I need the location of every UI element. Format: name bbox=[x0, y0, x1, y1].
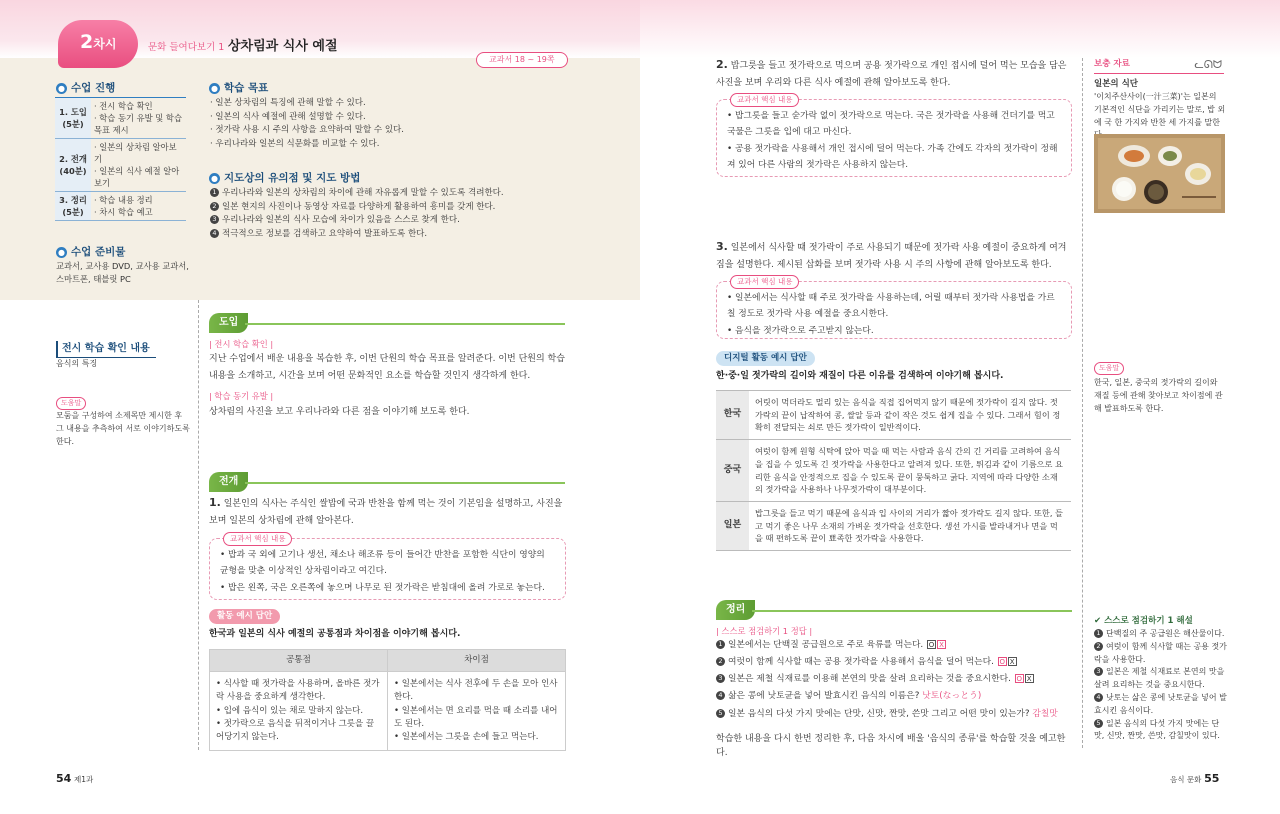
check-heading: ✔ 스스로 점검하기 1 해설 bbox=[1094, 616, 1193, 626]
intro-text-2: 상차림의 사진을 보고 우리나라와 다른 점을 이야기해 보도록 한다. bbox=[209, 407, 470, 417]
materials-text: 교과서, 교사용 DVD, 교사용 교과서, 스마트폰, 태블릿 PC bbox=[56, 261, 189, 285]
circle-icon: ● bbox=[56, 83, 67, 94]
table-row bbox=[210, 672, 566, 751]
divider bbox=[752, 610, 1072, 612]
list-item: • 밥그릇을 들고 숟가락 없이 젓가락으로 먹는다. 국은 젓가락을 사용해 건더기를 먹고 국물은 그릇을 입에 대고 마신다. bbox=[727, 108, 1061, 141]
progress-table bbox=[55, 97, 186, 221]
list-item: 2 여럿이 함께 식사할 때는 공용 젓가락을 사용해서 음식을 덜어 먹는다. O X bbox=[716, 654, 1072, 671]
stage-cell: 2. 전개 (40분) bbox=[55, 139, 91, 192]
list-item: 4 삶은 콩에 낫토균을 넣어 발효시킨 음식의 이름은? 낫토(なっとう) bbox=[716, 688, 1072, 705]
digital-title: 한·중·일 젓가락의 길이와 재질이 다른 이유를 검색하여 이야기해 봅시다. bbox=[716, 371, 1004, 381]
circle-icon: ● bbox=[56, 247, 67, 258]
country-name: 한국 bbox=[716, 391, 749, 440]
goals-list bbox=[210, 97, 404, 151]
stage-cell: 3. 정리 (5분) bbox=[55, 192, 91, 221]
list-item: • 밥은 왼쪽, 국은 오른쪽에 놓으며 나무로 된 젓가락은 받침대에 올려 가로로 놓는다. bbox=[220, 580, 555, 596]
column-header: 차이점 bbox=[388, 650, 566, 672]
core-tag: 교과서 핵심 내용 bbox=[730, 275, 799, 289]
prev-heading: 전시 학습 확인 내용 bbox=[56, 341, 156, 358]
table-row bbox=[55, 139, 186, 192]
tip-badge: 도움말 bbox=[56, 397, 86, 410]
cat-icon: ᓚᘏᗢ bbox=[1194, 58, 1222, 71]
list-item: · 일본의 식사 예절에 관해 설명할 수 있다. bbox=[210, 111, 404, 125]
list-item: 1 단백질의 주 공급원은 해산물이다. bbox=[1094, 628, 1228, 641]
activity-title: 한국과 일본의 식사 예절의 공통점과 차이점을 이야기해 봅시다. bbox=[209, 629, 461, 639]
list-item: 3 일본은 제철 식재료로 본연의 맛을 살려 요리하는 것을 중요시한다. bbox=[1094, 667, 1225, 690]
list-item: 2 일본 현지의 사진이나 동영상 자료를 다양하게 활용하여 흥미를 갖게 한다. bbox=[210, 201, 504, 215]
country-text: 여럿이 함께 원형 식탁에 앉아 먹을 때 먹는 사람과 음식 간의 긴 거리를 고려하여 음식을 집을 수 있도록 긴 젓가락을 사용한다고 알려져 있다. 또한, 튀김과 같이 기름으로 요리한 음식을 안정적으로 집을 수 있도록 끝이 뭉툭하고 굵다. 지역에 따라 다양한 소재의 젓가락을 사용하나 나무젓가락이 대부분이다. bbox=[749, 440, 1071, 502]
lesson-badge: 2차시 bbox=[58, 20, 138, 68]
common-cell: • 식사할 때 젓가락을 사용하며, 올바른 젓가락 사용을 중요하게 생각한다. • 입에 음식이 있는 채로 말하지 않는다. • 젓가락으로 음식을 뒤적이거나 그릇을 끌어당기지 않는다. bbox=[210, 672, 388, 751]
page-number: 55 bbox=[1204, 772, 1220, 785]
progress-heading: ● 수업 진행 bbox=[58, 82, 116, 94]
table-row bbox=[716, 440, 1071, 502]
divider bbox=[1082, 58, 1083, 748]
country-table bbox=[716, 390, 1071, 551]
table-row bbox=[55, 192, 186, 221]
list-item: 5 일본 음식의 다섯 가지 맛에는 단맛, 신맛, 짠맛, 쓴맛, 감칠맛이 있다. bbox=[1094, 718, 1220, 741]
check-list bbox=[1094, 628, 1228, 743]
summary-tag: 정리 bbox=[716, 600, 755, 620]
tip-text: 모둠을 구성하여 소제목만 제시한 후 그 내용을 추측하여 서로 이야기하도록 한다. bbox=[56, 411, 190, 446]
question-1: 1. 일본인의 식사는 주식인 쌀밥에 국과 반찬을 함께 먹는 것이 기본임을 설명하고, 사진을 보며 일본의 상차림에 관해 알아본다. bbox=[209, 496, 563, 527]
column-header: 공통점 bbox=[210, 650, 388, 672]
stage-items: · 전시 학습 확인 · 학습 동기 유발 및 학습 목표 제시 bbox=[91, 98, 186, 139]
table-row bbox=[55, 98, 186, 139]
digital-tag: 디지털 활동 예시 답안 bbox=[716, 351, 815, 366]
check-circle-icon: ✔ bbox=[1094, 616, 1102, 626]
chapter-label: 제1과 bbox=[74, 775, 94, 784]
list-item: • 음식을 젓가락으로 주고받지 않는다. bbox=[727, 323, 1061, 339]
diff-cell: • 일본에서는 식사 전후에 두 손을 모아 인사한다. • 일본에서는 면 요리를 먹을 때 소리를 내어도 된다. • 일본에서는 그릇을 손에 들고 먹는다. bbox=[388, 672, 566, 751]
activity-tag: 활동 예시 답안 bbox=[209, 609, 280, 624]
supp-text: '이치주산사이(一汁三菜)'는 일본의 기본적인 식단을 가리키는 말로, 밥 외에 국 한 가지와 반찬 세 가지를 말한 bbox=[1094, 92, 1226, 127]
core-box-2 bbox=[716, 99, 1072, 177]
summary-list bbox=[716, 637, 1072, 723]
guidance-list bbox=[210, 187, 504, 241]
list-item: 3 일본은 제철 식재료를 이용해 본연의 맛을 살려 요리하는 것을 중요시한다. O X bbox=[716, 671, 1072, 688]
closing-text: 학습한 내용을 다시 한번 정리한 후, 다음 차시에 배울 '음식의 종류'를 학습할 것을 예고한다. bbox=[716, 734, 1066, 758]
table-row bbox=[210, 650, 566, 672]
list-item: 1 우리나라와 일본의 상차림의 차이에 관해 자유롭게 말할 수 있도록 격려한다. bbox=[210, 187, 504, 201]
list-item: · 젓가락 사용 시 주의 사항을 요약하여 말할 수 있다. bbox=[210, 124, 404, 138]
summary-label: | 스스로 점검하기 1 정답 | bbox=[716, 626, 813, 636]
core-box-1 bbox=[209, 538, 566, 600]
footer-right bbox=[1170, 770, 1219, 787]
list-item: • 일본에서는 식사할 때 주로 젓가락을 사용하는데, 어릴 때부터 젓가락 사용법을 가르칠 정도로 젓가락 사용 예절을 중요시한다. bbox=[727, 290, 1061, 323]
tip-badge-right: 도움말 bbox=[1094, 362, 1124, 375]
section-label: 음식 문화 bbox=[1170, 775, 1202, 784]
list-item: 1 일본에서는 단백질 공급원으로 주로 육류를 먹는다. O X bbox=[716, 637, 1072, 654]
supp-header bbox=[1094, 58, 1224, 74]
table-row bbox=[716, 391, 1071, 440]
list-item: · 일본 상차림의 특징에 관해 말할 수 있다. bbox=[210, 97, 404, 111]
country-text: 밥그릇을 들고 먹기 때문에 음식과 입 사이의 거리가 짧아 젓가락도 길지 않다. 또한, 들고 먹기 좋은 나무 소재의 가벼운 젓가락을 선호한다. 생선 가시를 발라내거나 면을 먹을 때 편하도록 끝이 뾰족한 젓가락을 사용한다. bbox=[749, 501, 1071, 550]
header-band-right bbox=[640, 0, 1280, 58]
page-title: 상차림과 식사 예절 bbox=[228, 39, 338, 54]
intro-text-1: 지난 수업에서 배운 내용을 복습한 후, 이번 단원의 학습 목표를 알려준다. 이번 단원의 학습 내용을 소개하고, 시간을 보며 어떤 문화적인 요소를 학습할 것인지 생각하게 한다. bbox=[209, 354, 565, 381]
core-tag: 교과서 핵심 내용 bbox=[730, 93, 799, 107]
country-name: 일본 bbox=[716, 501, 749, 550]
stage-cell: 1. 도입 (5분) bbox=[55, 98, 91, 139]
table-row bbox=[716, 501, 1071, 550]
list-item: 2 여럿이 함께 식사할 때는 공용 젓가락을 사용한다. bbox=[1094, 641, 1227, 664]
breadcrumb: 문화 들여다보기 1 bbox=[148, 42, 225, 53]
tip-text-right: 한국, 일본, 중국의 젓가락의 길이와 재질 등에 관해 찾아보고 차이점에 관해 발표하도록 한다. bbox=[1094, 378, 1223, 413]
stage-items: · 학습 내용 정리 · 차시 학습 예고 bbox=[91, 192, 186, 221]
divider bbox=[198, 300, 199, 750]
list-item: 5 일본 음식의 다섯 가지 맛에는 단맛, 신맛, 짠맛, 쓴맛 그리고 어떤 맛이 있는가? 감칠맛 bbox=[716, 706, 1072, 723]
list-item: • 공용 젓가락을 사용해서 개인 접시에 덜어 먹는다. 가족 간에도 각자의 젓가락이 정해져 있어 다른 사람의 젓가락은 사용하지 않는다. bbox=[727, 141, 1061, 174]
list-item: 4 낫토는 삶은 콩에 낫토균을 넣어 발효시킨 음식이다. bbox=[1094, 692, 1227, 715]
question-3: 3. 일본에서 식사할 때 젓가락이 주로 사용되기 때문에 젓가락 사용 예절이 중요하게 여겨짐을 설명한다. 제시된 삽화를 보며 젓가락 사용 시 주의 사항에 관해 알아보도록 한다. bbox=[716, 240, 1067, 271]
question-2: 2. 밥그릇을 들고 젓가락으로 먹으며 공용 젓가락으로 개인 접시에 덜어 먹는 모습을 담은 사진을 보며 우리와 다른 식사 예절에 관해 알아보도록 한다. bbox=[716, 58, 1067, 89]
core-tag: 교과서 핵심 내용 bbox=[223, 532, 292, 546]
intro-label-1: | 전시 학습 확인 | bbox=[209, 339, 274, 349]
goals-heading: ● 학습 목표 bbox=[211, 82, 269, 94]
supp-title: 일본의 식단 bbox=[1094, 79, 1139, 89]
compare-table bbox=[209, 649, 566, 751]
page-number: 54 bbox=[56, 772, 72, 785]
materials-heading: ● 수업 준비물 bbox=[58, 246, 126, 258]
list-item: 4 적극적으로 정보를 검색하고 요약하여 발표하도록 한다. bbox=[210, 228, 504, 242]
divider bbox=[245, 323, 565, 325]
circle-icon: ● bbox=[209, 173, 220, 184]
intro-label-2: | 학습 동기 유발 | bbox=[209, 391, 274, 401]
country-text: 어릿이 먹더라도 멀리 있는 음식을 직접 집어먹지 않기 때문에 젓가락이 길지 않다. 젓가락의 끝이 납작하여 콩, 쌀알 등과 같이 작은 것도 쉽게 집을 수 있다. 그래서 힘이 정확히 전달되는 쇠로 만든 젓가락이 일반적이다. bbox=[749, 391, 1071, 440]
prev-text: 음식의 특징 bbox=[56, 359, 98, 368]
country-name: 중국 bbox=[716, 440, 749, 502]
core-box-3 bbox=[716, 281, 1072, 339]
circle-icon: ● bbox=[209, 83, 220, 94]
guidance-heading: ● 지도상의 유의점 및 지도 방법 bbox=[211, 172, 361, 184]
intro-tag: 도입 bbox=[209, 313, 248, 333]
develop-tag: 전개 bbox=[209, 472, 248, 492]
list-item: · 우리나라와 일본의 식문화를 비교할 수 있다. bbox=[210, 138, 404, 152]
list-item: • 밥과 국 외에 고기나 생선, 채소나 해조류 등이 들어간 반찬을 포함한 식단이 영양의 균형을 맞춘 이상적인 상차림이라고 여긴다. bbox=[220, 547, 555, 580]
textbook-pages-badge: 교과서 18 ~ 19쪽 bbox=[476, 52, 568, 68]
footer-left bbox=[56, 770, 93, 787]
divider bbox=[245, 482, 565, 484]
meal-photo bbox=[1094, 134, 1225, 213]
list-item: 3 우리나라와 일본의 식사 모습에 차이가 있음을 스스로 찾게 한다. bbox=[210, 214, 504, 228]
stage-items: · 일본의 상차림 알아보기 · 일본의 식사 예절 알아보기 bbox=[91, 139, 186, 192]
supp-heading: 보충 자료 bbox=[1094, 59, 1130, 69]
